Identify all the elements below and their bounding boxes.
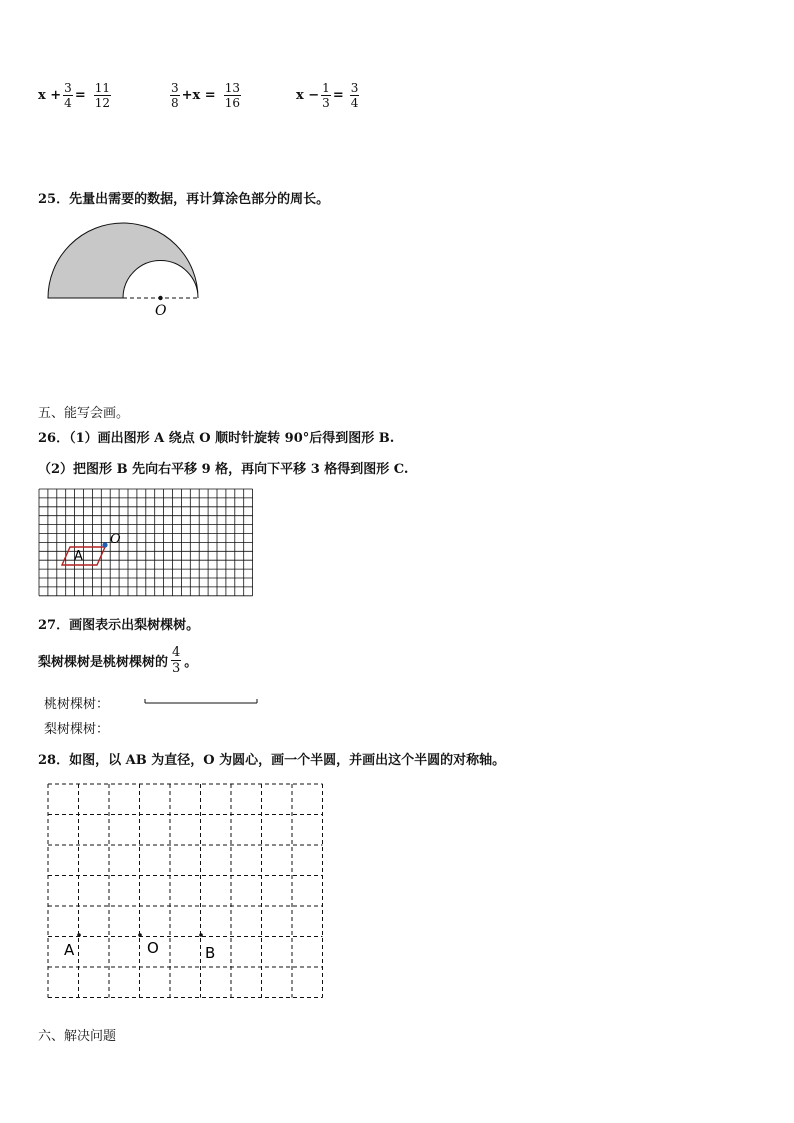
equation-1-fraction: $\frac{3}{4}$ (64, 81, 72, 110)
equation-1-result: $\frac{11}{12}$ (94, 81, 110, 110)
question-26-line1: 26．（1）画出图形 A 绕点 O 顺时针旋转 90°后得到图形 B. (38, 431, 395, 446)
equation-3 (296, 82, 361, 109)
question-27-prefix: 梨树棵树是桃树棵树的 (38, 655, 169, 670)
equation-2-result: $\frac{13}{16}$ (224, 81, 240, 110)
point-a (77, 933, 81, 937)
question-27-suffix: 。 (184, 655, 198, 670)
question-28-text: 28．如图，以 AB 为直径，O 为圆心，画一个半圆，并画出这个半圆的对称轴。 (38, 753, 506, 768)
question-27-line2 (38, 646, 197, 675)
grid-lines (39, 489, 253, 596)
equation-1-equals: = (74, 88, 86, 103)
equation-3-lead: x − (296, 88, 320, 103)
label-a: A (64, 941, 75, 959)
label-o: O (147, 939, 159, 957)
question-25-text: 25．先量出需要的数据，再计算涂色部分的周长。 (38, 192, 330, 207)
equation-1 (38, 82, 113, 109)
equation-3-fraction: $\frac{1}{3}$ (322, 81, 330, 110)
center-label: O (155, 303, 167, 319)
equation-1-lead: x + (38, 88, 62, 103)
peach-segment (142, 697, 260, 707)
rotation-grid (38, 488, 256, 598)
point-o (138, 933, 142, 937)
equation-3-result: $\frac{3}{4}$ (350, 81, 359, 110)
equation-3-equals: = (332, 88, 344, 103)
shape-a-label: A (74, 549, 83, 564)
question-26-line2: （2）把图形 B 先向右平移 9 格，再向下平移 3 格得到图形 C. (38, 462, 409, 477)
equation-2-mid: +x = (181, 88, 216, 103)
semicircle-figure (40, 218, 210, 320)
point-o-label: O (110, 532, 121, 547)
equation-2 (168, 82, 243, 109)
question-27-line1: 27．画图表示出梨树棵树。 (38, 618, 200, 633)
label-b: B (205, 944, 216, 962)
point-o (102, 542, 107, 547)
equation-2-fraction: $\frac{3}{8}$ (171, 81, 179, 110)
pear-label: 梨树棵树： (44, 722, 110, 737)
point-b (199, 933, 203, 937)
dashed-grid-lines (48, 784, 323, 998)
semicircle-grid (46, 782, 326, 1000)
section-6-heading: 六、解决问题 (38, 1029, 117, 1044)
shaded-region (48, 223, 198, 298)
center-point (158, 296, 162, 300)
question-27-fraction: $\frac{4}{3}$ (172, 645, 181, 676)
section-5-heading: 五、能写会画。 (38, 406, 130, 421)
peach-label: 桃树棵树： (44, 697, 110, 712)
